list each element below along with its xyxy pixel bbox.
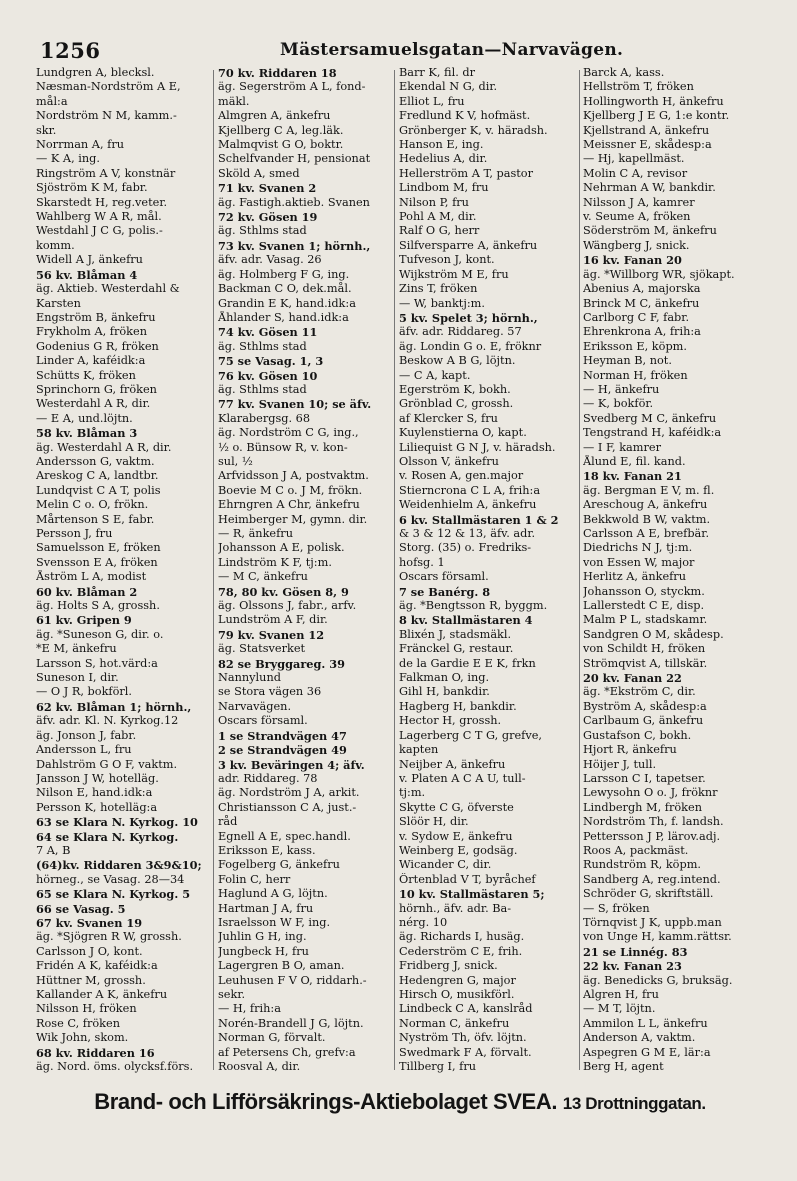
directory-entry: äg. Nordström J A, arkit. [218,786,360,800]
directory-entry: hörneg., se Vasag. 28—34 [36,872,185,886]
directory-entry: Godenius G R, fröken [36,339,159,353]
directory-entry: Egnell A E, spec.handl. [218,829,351,843]
directory-entry: Höijer J, tull. [583,757,657,771]
directory-entry: Fränckel G, restaur. [399,642,514,656]
directory-column-2 [218,66,388,1073]
directory-entry: — M T, löjtn. [583,1002,656,1016]
directory-entry: 71 kv. Svanen 2 [218,181,317,196]
directory-entry: hörnh., äfv. adr. Ba- [399,901,512,915]
directory-entry: von Essen W, major [583,555,695,569]
directory-entry: Anderson A, vaktm. [583,1031,696,1045]
directory-entry: äg. Bergman E V, m. fl. [583,483,715,497]
directory-entry: Svensson E A, fröken [36,555,158,569]
directory-column-4 [583,66,769,1073]
directory-entry: äg. Richards I, husäg. [399,930,525,944]
directory-entry: 78, 80 kv. Gösen 8, 9 [218,584,349,599]
directory-entry: von Schildt H, fröken [583,642,706,656]
directory-entry: 21 se Linnég. 83 [583,944,688,959]
directory-entry: Svedberg M C, änkefru [583,411,717,425]
directory-entry: äg. Segerström A L, fond- [218,80,366,94]
directory-entry: Hollingworth H, änkefru [583,94,724,108]
directory-entry: Carlbaum G, änkefru [583,714,704,728]
directory-entry: Ringström A V, konstnär [36,166,176,180]
directory-entry: Areschoug A, änkefru [583,498,708,512]
directory-entry: äg. Olssons J, fabr., arfv. [218,599,357,613]
directory-entry: Lagergren B O, aman. [218,959,345,973]
directory-entry: Engström B, änkefru [36,310,156,324]
directory-entry: 66 se Vasag. 5 [36,901,126,916]
directory-entry: äg. *Bengtsson R, byggm. [399,599,548,613]
directory-entry: — E A, und.löjtn. [36,411,133,425]
directory-entry: 82 se Bryggareg. 39 [218,656,345,671]
directory-entry: Nordström N M, kamm.- [36,109,177,123]
directory-entry: äg. Aktieb. Westerdahl & [36,282,180,296]
directory-entry: af Petersens Ch, grefv:a [218,1045,356,1059]
directory-entry: 79 kv. Svanen 12 [218,627,325,642]
directory-entry: Eriksson E, kass. [218,843,316,857]
directory-entry: Kjellberg C A, leg.läk. [218,123,344,137]
directory-entry: Lewysohn O o. J, fröknr [583,786,718,800]
directory-entry: Juhlin G H, ing. [218,930,307,944]
directory-entry: äg. Holts S A, grossh. [36,599,160,613]
directory-entry: Grönblad C, grossh. [399,397,514,411]
directory-entry: Berg H, agent [583,1060,664,1073]
directory-entry: Christiansson C A, just.- [218,800,357,814]
directory-entry: Lundström A F, dir. [218,613,328,627]
directory-entry: Tufveson J, kont. [399,253,495,267]
directory-entry: Leuhusen F V O, riddarh.- [218,973,367,987]
directory-entry: Widell A J, änkefru [36,253,143,267]
directory-entry: äg. Benedicks G, bruksäg. [583,973,733,987]
directory-entry: äg. Jonson J, fabr. [36,728,137,742]
directory-entry: Jungbeck H, fru [218,944,309,958]
directory-entry: äg. *Sjögren R W, grossh. [36,930,182,944]
directory-entry: Abenius A, majorska [583,282,701,296]
directory-entry: Johansson A E, polisk. [218,541,345,555]
directory-entry: Hagberg H, bankdir. [399,699,517,713]
directory-entry: Hüttner M, grossh. [36,973,146,987]
directory-entry: adr. Riddareg. 78 [218,771,318,785]
directory-entry: *E M, änkefru [36,642,117,656]
directory-entry: (64)kv. Riddaren 3&9&10; [36,858,202,873]
directory-entry: Schütts K, fröken [36,368,136,382]
directory-entry: Nannylund [218,671,281,685]
directory-entry: 75 se Vasag. 1, 3 [218,354,324,369]
directory-entry: komm. [36,238,75,252]
directory-entry: Fridberg J, snick. [399,959,498,973]
directory-entry: Oscars församl. [218,714,308,728]
directory-entry: Strömqvist A, tillskär. [583,656,708,670]
directory-entry: 76 kv. Gösen 10 [218,368,318,383]
directory-entry: Tengstrand H, kaféidk:a [583,426,722,440]
directory-entry: Fredlund K V, hofmäst. [399,109,531,123]
directory-entry: Byström A, skådesp:a [583,699,707,713]
directory-entry: Andersson G, vaktm. [36,454,155,468]
directory-entry: 62 kv. Blåman 1; hörnh., [36,699,192,714]
directory-entry: Norman C, änkefru [399,1016,510,1030]
directory-entry: Bekkwold B W, vaktm. [583,512,711,526]
directory-entry: äg. Statsverket [218,642,306,656]
directory-entry: Fridén A K, kaféidk:a [36,959,158,973]
directory-entry: Skarstedt H, reg.veter. [36,195,168,209]
directory-entry: Åhlander S, hand.idk:a [218,310,349,324]
directory-entry: ½ o. Bünsow R, v. kon- [218,440,348,454]
directory-entry: Nehrman A W, bankdir. [583,181,716,195]
directory-entry: Nilson P, fru [399,195,469,209]
directory-entry: Meissner E, skådesp:a [583,138,712,152]
directory-entry: v. Seume A, fröken [583,210,691,224]
directory-entry: Heimberger M, gymn. dir. [218,512,368,526]
directory-entry: äg. *Ekström C, dir. [583,685,696,699]
directory-entry: Næsman-Nordström A E, [36,80,181,94]
directory-entry: 65 se Klara N. Kyrkog. 5 [36,887,191,902]
directory-entry: Cederström C E, frih. [399,944,523,958]
directory-entry: Pohl A M, dir. [399,210,477,224]
directory-entry: Larsson S, hot.värd:a [36,656,158,670]
directory-entry: Törnqvist J K, uppb.man [583,915,722,929]
directory-entry: 22 kv. Fanan 23 [583,959,682,974]
directory-entry: Frykholm A, fröken [36,325,147,339]
directory-entry: 74 kv. Gösen 11 [218,325,318,340]
directory-entry: Boevie M C o. J M, frökn. [218,483,363,497]
directory-entry: 60 kv. Blåman 2 [36,584,138,599]
directory-entry: 10 kv. Stallmästaren 5; [399,887,545,902]
directory-entry: Ekendal N G, dir. [399,80,498,94]
directory-entry: Kallander A K, änkefru [36,988,168,1001]
directory-entry: äg. *Suneson G, dir. o. [36,627,164,641]
column-divider [394,70,395,1070]
directory-entry: Pettersson J P, lärov.adj. [583,829,721,843]
directory-entry: Gihl H, bankdir. [399,685,490,699]
directory-entry: Hector H, grossh. [399,714,502,728]
directory-entry: Norén-Brandell J G, löjtn. [218,1016,364,1030]
directory-entry: Hellström T, fröken [583,80,694,94]
directory-entry: Sandgren O M, skådesp. [583,627,724,641]
directory-entry: Nyström Th, öfv. löjtn. [399,1031,527,1045]
directory-entry: Larsson C I, tapetser. [583,771,706,785]
directory-entry: sekr. [218,988,246,1001]
page-number: 1256 [40,38,101,63]
directory-entry: Folin C, herr [218,872,291,886]
advertisement-text: Brand- och Lifförsäkrings-Aktiebolaget SVEA. [94,1089,558,1114]
directory-entry: Suneson I, dir. [36,671,119,685]
directory-entry: — H, änkefru [583,382,660,396]
directory-entry: Algren H, fru [583,988,659,1001]
directory-entry: — Hj, kapellmäst. [583,152,685,166]
directory-entry: Zins T, fröken [399,282,478,296]
directory-entry: Carlsson A E, brefbär. [583,527,710,540]
directory-entry: Liliequist G N J, v. häradsh. [399,440,556,454]
directory-entry: Eriksson E, köpm. [583,339,687,353]
directory-entry: 3 kv. Beväringen 4; äfv. [218,757,365,772]
directory-entry: Ammilon L L, änkefru [583,1016,708,1030]
directory-entry: Samuelsson E, fröken [36,541,161,555]
directory-entry: Wijkström M E, fru [399,267,509,281]
directory-entry: Kuylenstierna O, kapt. [399,426,527,440]
directory-entry: Sandberg A, reg.intend. [583,872,721,886]
directory-entry: Tillberg I, fru [399,1060,477,1073]
directory-entry: Wicander C, dir. [399,858,492,872]
directory-entry: tj:m. [399,786,426,800]
directory-entry: Hedengren G, major [399,973,516,987]
directory-entry: Arfvidsson J A, postvaktm. [218,469,369,483]
directory-entry: Hedelius A, dir. [399,152,488,166]
directory-entry: Haglund A G, löjtn. [218,887,328,901]
directory-entry: Grandin E K, hand.idk:a [218,296,356,310]
directory-entry: Rose C, fröken [36,1016,120,1030]
column-divider [213,70,214,1070]
directory-entry: Lundqvist C A T, polis [36,483,161,497]
directory-entry: Herlitz A, änkefru [583,570,686,584]
directory-entry: v. Rosen A, gen.major [399,469,524,483]
directory-entry: Malm P L, stadskamr. [583,613,708,627]
directory-entry: Heyman B, not. [583,354,672,368]
directory-entry: 63 se Klara N. Kyrkog. 10 [36,815,198,830]
directory-entry: Schröder G, skriftställ. [583,887,714,901]
directory-entry: Lagerberg C T G, grefve, [399,728,543,742]
directory-entry: Kjellstrand A, änkefru [583,123,710,137]
directory-entry: Hjort R, änkefru [583,743,677,757]
directory-entry: 77 kv. Svanen 10; se äfv. [218,397,372,412]
directory-entry: 70 kv. Riddaren 18 [218,66,337,80]
directory-entry: Nordström Th, f. landsh. [583,815,724,829]
directory-entry: 64 se Klara N. Kyrkog. [36,829,179,844]
directory-entry: Hirsch O, musikförl. [399,988,515,1001]
directory-entry: Johansson O, styckm. [583,584,705,598]
directory-entry: Stierncrona C L A, frih:a [399,483,541,497]
directory-entry: — C A, kapt. [399,368,471,382]
directory-entry: Almgren A, änkefru [218,109,331,123]
directory-entry: 20 kv. Fanan 22 [583,671,682,686]
directory-entry: Elliot L, fru [399,94,465,108]
directory-entry: Storg. (35) o. Fredriks- [399,541,532,555]
directory-entry: Nilsson H, fröken [36,1002,137,1016]
directory-entry: Neijber A, änkefru [399,757,506,771]
directory-entry: — K, bokför. [583,397,654,411]
directory-entry: Brinck M C, änkefru [583,296,700,310]
directory-entry: Swedmark F A, förvalt. [399,1045,532,1059]
directory-entry: äfv. adr. Vasag. 26 [218,253,322,267]
directory-entry: & 3 & 12 & 13, äfv. adr. [399,527,536,540]
directory-entry: äg. Nord. öms. olycksf.förs. [36,1060,194,1073]
directory-entry: Gustafson C, bokh. [583,728,692,742]
directory-entry: Roosval A, dir. [218,1060,301,1073]
directory-entry: — S, fröken [583,901,650,915]
directory-entry: Molin C A, revisor [583,166,688,180]
directory-entry: Söderström M, änkefru [583,224,717,238]
advertisement-banner [40,1084,760,1120]
directory-entry: Malmqvist G O, boktr. [218,138,344,152]
directory-entry: Weinberg E, godsäg. [399,843,518,857]
directory-entry: Hellerström A T, pastor [399,166,534,180]
directory-entry: 18 kv. Fanan 21 [583,469,682,484]
directory-entry: Westerdahl A R, dir. [36,397,151,411]
directory-entry: Rundström R, köpm. [583,858,701,872]
directory-entry: 61 kv. Gripen 9 [36,613,132,628]
directory-entry: Norrman A, fru [36,138,124,152]
directory-entry: Sprinchorn G, fröken [36,382,157,396]
directory-entry: Blixén J, stadsmäkl. [399,627,512,641]
directory-entry: Oscars församl. [399,570,489,584]
directory-entry: 16 kv. Fanan 20 [583,253,682,268]
directory-entry: Norman H, fröken [583,368,688,382]
directory-entry: Lallerstedt C E, disp. [583,599,705,613]
directory-entry: — M C, änkefru [218,570,308,584]
directory-entry: äg. Londin G o. E, fröknr [399,339,542,353]
directory-entry: Hartman J A, fru [218,901,314,915]
directory-column-1 [36,66,208,1073]
directory-entry: Mårtenson S E, fabr. [36,512,155,526]
directory-entry: 7 se Banérg. 8 [399,584,491,599]
directory-entry: Ehrngren A Chr, änkefru [218,498,360,512]
directory-entry: Persson J, fru [36,527,113,540]
directory-entry: sul, ½ [218,454,253,468]
directory-entry: — R, änkefru [218,527,293,540]
directory-entry: nérg. 10 [399,915,448,929]
directory-entry: kapten [399,743,439,757]
directory-entry: Wik John, skom. [36,1031,129,1045]
directory-entry: Israelsson W F, ing. [218,915,331,929]
directory-entry: 58 kv. Blåman 3 [36,426,138,441]
directory-entry: 72 kv. Gösen 19 [218,210,318,225]
directory-entry: 68 kv. Riddaren 16 [36,1045,155,1060]
directory-entry: 7 A, B [36,843,71,857]
directory-entry: Beskow A B G, löjtn. [399,354,516,368]
directory-entry: Falkman O, ing. [399,671,490,685]
directory-entry: mäkl. [218,94,250,108]
directory-entry: Ålund E, fil. kand. [583,454,686,468]
directory-entry: — I F, kamrer [583,440,661,454]
directory-entry: Aspegren G M E, lär:a [583,1045,711,1059]
directory-entry: Lindbergh M, fröken [583,800,702,814]
directory-entry: Silfversparre A, änkefru [399,238,538,252]
directory-entry: Barck A, kass. [583,66,665,79]
directory-entry: von Unge H, kamm.rättsr. [583,930,732,944]
directory-entry: v. Sydow E, änkefru [399,829,513,843]
directory-entry: 5 kv. Spelet 3; hörnh., [399,310,538,325]
directory-entry: 1 se Strandvägen 47 [218,728,347,743]
directory-entry: Dahlström G O F, vaktm. [36,757,178,771]
directory-entry: Carlborg C F, fabr. [583,310,690,324]
directory-entry: äg. Sthlms stad [218,224,307,238]
directory-entry: råd [218,815,238,829]
directory-entry: Ralf O G, herr [399,224,480,238]
directory-entry: Nilsson J A, kamrer [583,195,695,209]
directory-entry: Ehrenkrona A, frih:a [583,325,701,339]
directory-entry: äg. Sthlms stad [218,382,307,396]
directory-entry: äg. Fastigh.aktieb. Svanen [218,195,370,209]
directory-entry: Diedrichs N J, tj:m. [583,541,693,555]
directory-entry: Narvavägen. [218,699,292,713]
directory-entry: Slöör H, dir. [399,815,469,829]
directory-entry: Kjellberg J E G, 1:e kontr. [583,109,730,123]
directory-entry: Örtenblad V T, byråchef [399,872,536,886]
directory-entry: — K A, ing. [36,152,100,166]
directory-entry: äg. Holmberg F G, ing. [218,267,350,281]
directory-entry: Nilson E, hand.idk:a [36,786,153,800]
directory-entry: se Stora vägen 36 [218,685,322,699]
directory-entry: 8 kv. Stallmästaren 4 [399,613,533,628]
directory-entry: Backman C O, dek.mål. [218,282,352,296]
directory-entry: Klarabergsg. 68 [218,411,311,425]
directory-entry: Weidenhielm A, änkefru [399,498,537,512]
directory-entry: Jansson J W, hotelläg. [36,771,159,785]
directory-entry: Lindbeck C A, kanslråd [399,1002,533,1016]
directory-entry: Grönberger K, v. häradsh. [399,123,548,137]
directory-entry: äg. Westerdahl A R, dir. [36,440,172,454]
directory-entry: Persson K, hotelläg:a [36,800,158,814]
directory-column-3 [399,66,577,1073]
directory-entry: 56 kv. Blåman 4 [36,267,138,282]
directory-entry: Carlsson J O, kont. [36,944,143,958]
directory-entry: Westdahl J C G, polis.- [36,224,163,238]
column-divider [579,70,580,1070]
directory-entry: 67 kv. Svanen 19 [36,915,143,930]
directory-entry: Schelfvander H, pensionat [218,152,371,166]
directory-entry: Linder A, kaféidk:a [36,354,146,368]
directory-entry: Sköld A, smed [218,166,300,180]
directory-entry: äg. Sthlms stad [218,339,307,353]
directory-entry: de la Gardie E E K, frkn [399,656,536,670]
directory-entry: äg. *Willborg WR, sjökapt. [583,267,735,281]
directory-entry: Norman G, förvalt. [218,1031,326,1045]
directory-entry: — H, frih:a [218,1002,281,1016]
directory-entry: Egerström K, bokh. [399,382,511,396]
directory-entry: v. Platen A C A U, tull- [399,771,526,785]
directory-entry: Lindström K F, tj:m. [218,555,332,569]
directory-entry: hofsg. 1 [399,555,445,569]
directory-entry: skr. [36,123,57,137]
directory-columns [36,66,768,1073]
directory-entry: äfv. adr. Riddareg. 57 [399,325,522,339]
directory-entry: Wängberg J, snick. [583,238,690,252]
directory-entry: mål:a [36,94,68,108]
directory-entry: Roos A, packmäst. [583,843,689,857]
directory-entry: äfv. adr. Kl. N. Kyrkog.12 [36,714,179,728]
directory-entry: Areskog C A, landtbr. [36,469,159,483]
directory-entry: Lindbom M, fru [399,181,489,195]
directory-entry: Sjöström K M, fabr. [36,181,148,195]
directory-entry: äg. Nordström C G, ing., [218,426,359,440]
directory-entry: Hanson E, ing. [399,138,484,152]
directory-entry: Wahlberg W A R, mål. [36,210,162,224]
advertisement-address: 13 Drottninggatan. [562,1094,706,1113]
directory-entry: 73 kv. Svanen 1; hörnh., [218,238,371,253]
directory-entry: — W, banktj:m. [399,296,485,310]
page-header [40,38,760,64]
page-title: Mästersamuelsgatan—Narvavägen. [280,40,624,60]
directory-entry: Karsten [36,296,81,310]
directory-entry: Åström L A, modist [36,570,147,584]
directory-entry: Lundgren A, blecksl. [36,66,155,79]
directory-entry: 6 kv. Stallmästaren 1 & 2 [399,512,559,527]
directory-entry: Skytte C G, öfverste [399,800,514,814]
directory-entry: Barr K, fil. dr [399,66,476,79]
directory-entry: af Klercker S, fru [399,411,498,425]
directory-entry: — O J R, bokförl. [36,685,133,699]
directory-entry: Olsson V, änkefru [399,454,499,468]
directory-entry: Andersson L, fru [36,743,132,757]
directory-entry: Melin C o. O, frökn. [36,498,149,512]
directory-entry: 2 se Strandvägen 49 [218,743,347,758]
directory-entry: Fogelberg G, änkefru [218,858,340,872]
